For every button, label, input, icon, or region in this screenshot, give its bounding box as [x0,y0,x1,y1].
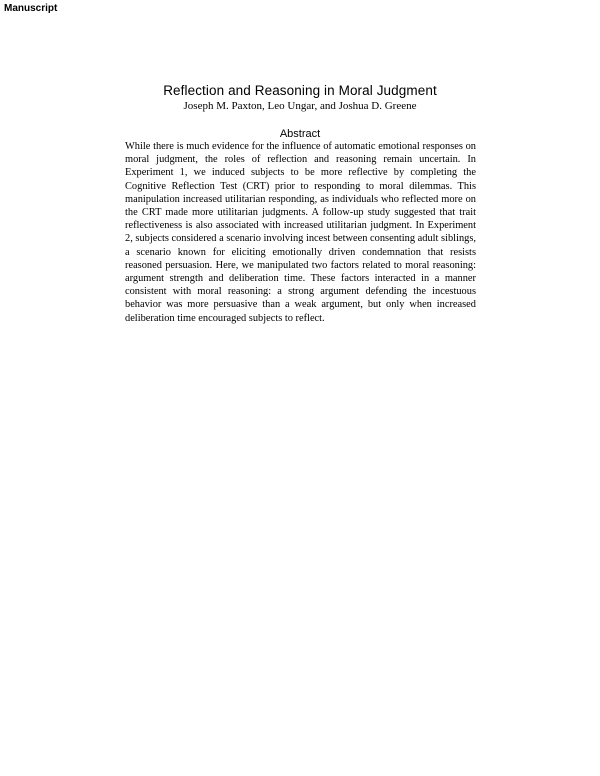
manuscript-label: Manuscript [4,3,58,14]
paper-authors: Joseph M. Paxton, Leo Ungar, and Joshua D. Greene [183,100,417,112]
abstract-body: While there is much evidence for the influence of automatic emotional responses on moral judgment, the roles of reflection and reasoning remain uncertain. In Experiment 1, we induced subjects to be more reflective by completing the Cognitive Reflection Test (CRT) prior to responding to moral dilemmas. This manipulation increased utilitarian responding, as individuals who reflected more on the CRT made more utilitarian judgments. A follow-up study suggested that trait reflectiveness is also associated with increased utilitarian judgment. In Experiment 2, subjects considered a scenario involving incest between consenting adult siblings, a scenario known for eliciting emotionally driven condemnation that resists reasoned persuasion. Here, we manipulated two factors related to moral reasoning: argument strength and deliberation time. These factors interacted in a manner consistent with moral reasoning: a strong argument defending the incestuous behavior was more persuasive than a weak argument, but only when increased deliberation time encouraged subjects to reflect. [125,141,476,324]
paper-title: Reflection and Reasoning in Moral Judgment [163,83,437,98]
abstract-heading: Abstract [279,128,321,140]
